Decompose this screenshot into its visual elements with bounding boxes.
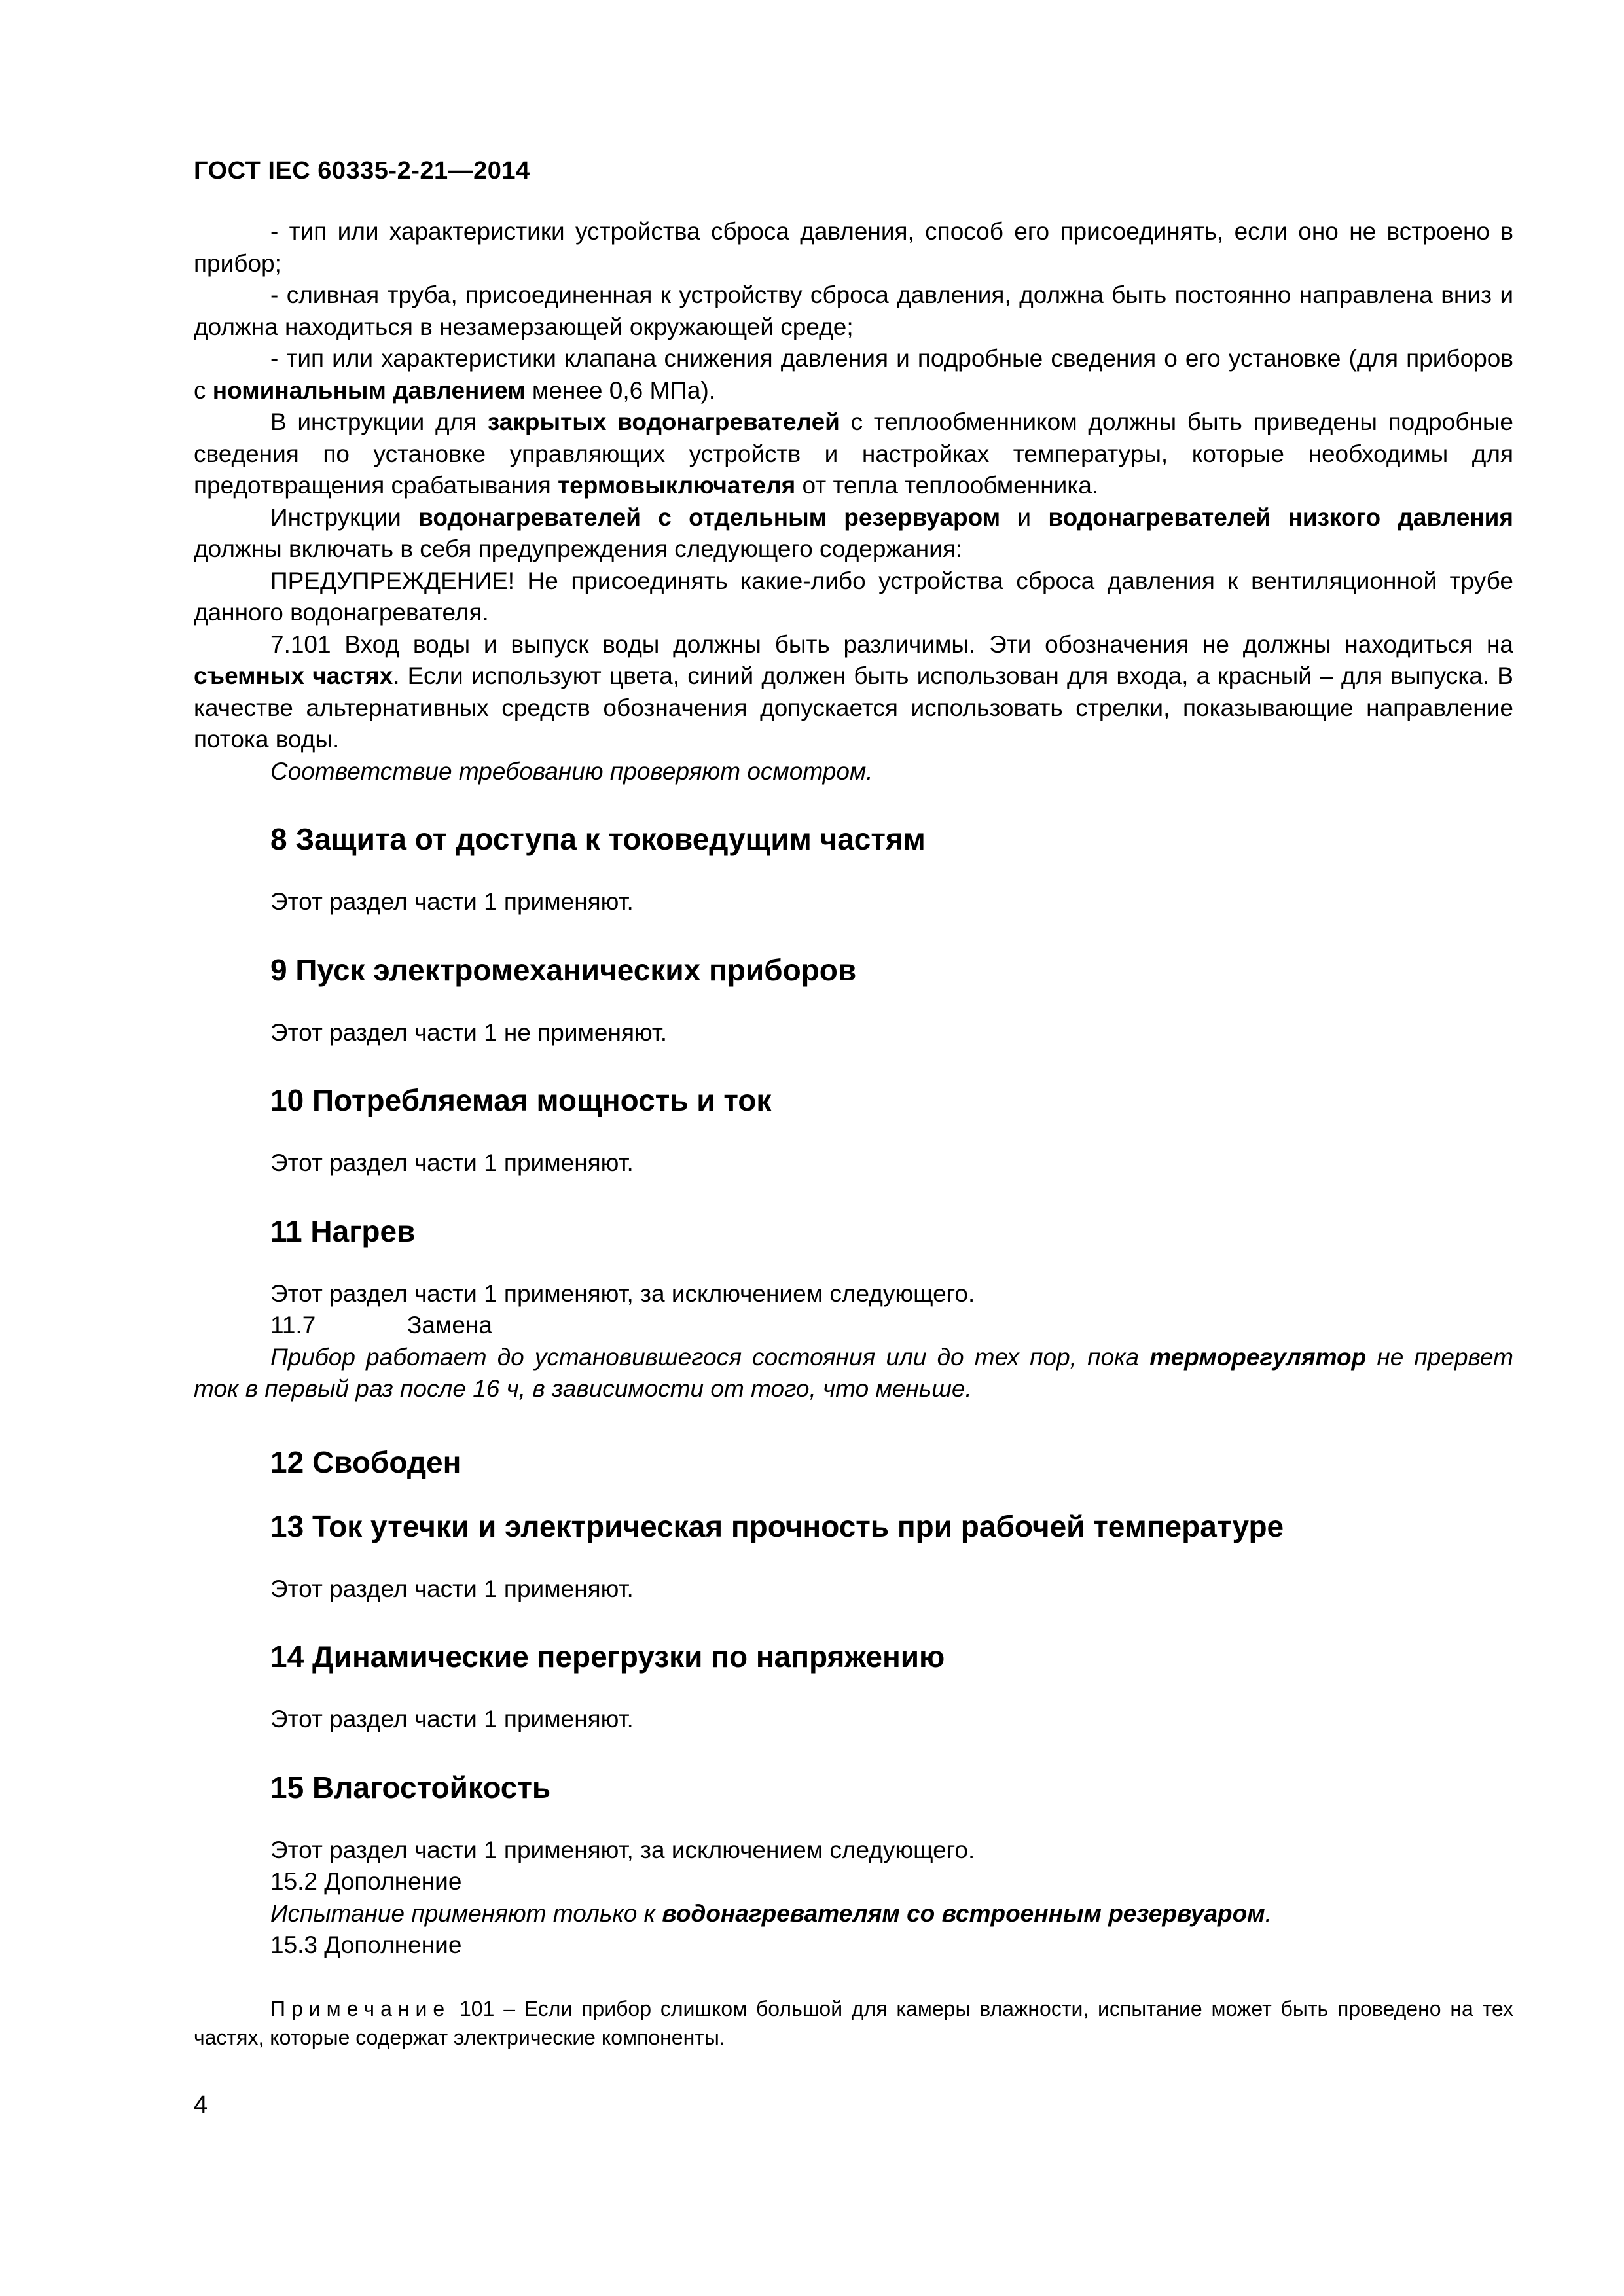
section-heading: 12 Свободен: [270, 1444, 461, 1479]
section-heading: 14 Динамические перегрузки по напряжению: [270, 1640, 945, 1674]
section-heading: 8 Защита от доступа к токоведущим частям: [270, 822, 926, 856]
section-12: [194, 1443, 1513, 1481]
text-run: от тепла теплообменника.: [795, 472, 1099, 499]
note-101: [194, 1994, 1513, 2052]
section-text: Этот раздел части 1 применяют.: [270, 888, 634, 915]
clause-11-7: [194, 1310, 1513, 1342]
term-bold: терморегулятор: [1149, 1343, 1367, 1371]
term-bold: водонагревателям со встроенным резервуаром: [662, 1899, 1265, 1927]
section-heading: 10 Потребляемая мощность и ток: [270, 1083, 772, 1117]
clause-text: [194, 1342, 1513, 1405]
text-run: В инструкции для: [270, 408, 488, 435]
term-bold: закрытых водонагревателей: [487, 408, 840, 435]
note-label: Примечание: [270, 1996, 451, 2020]
section-text: Этот раздел части 1 применяют, за исключением следующего.: [270, 1280, 975, 1307]
term-bold: водонагревателей с отдельным резервуаром: [418, 503, 1001, 531]
text-run: с теплообменником должны быть приведены подробные сведения по установке управляющих устройств и настройках температуры, которые необходимы для предотвращения срабатывания: [194, 408, 1513, 499]
term-bold: номинальным давлением: [212, 376, 526, 404]
section-heading: 9 Пуск электромеханических приборов: [270, 952, 857, 987]
clause-7-101: [194, 629, 1513, 756]
text-run: не прервет ток в первый раз после 16 ч, в зависимости от того, что меньше.: [194, 1343, 1513, 1402]
text-run: должны включать в себя предупреждения следующего содержания:: [194, 535, 963, 562]
text-run: Инструкции: [270, 503, 419, 531]
text-run: . Если используют цвета, синий должен быть использован для входа, а красный – для выпуска. В качестве альтернативных средств обозначения допускается использовать стрелки, показывающие направление потока воды.: [194, 662, 1513, 753]
section-text: Этот раздел части 1 применяют.: [270, 1149, 634, 1176]
page-number: 4: [194, 2091, 208, 2119]
section-text: Этот раздел части 1 применяют, за исключением следующего.: [270, 1836, 975, 1863]
clause-label: Замена: [407, 1312, 492, 1338]
clause-15-2: 15.2 Дополнение: [270, 1868, 462, 1895]
text-run: менее 0,6 МПа).: [525, 376, 716, 404]
section-13: [194, 1507, 1513, 1605]
clause-number: 11.7: [270, 1312, 316, 1338]
clause-text: [194, 1898, 1513, 1930]
text-run: .: [1265, 1899, 1272, 1927]
note-text: 101 – Если прибор слишком большой для камеры влажности, испытание может быть проведено на тех частях, которые содержат электрические компоненты.: [194, 1996, 1513, 2049]
section-text: Этот раздел части 1 не применяют.: [270, 1018, 668, 1046]
section-heading: 15 Влагостойкость: [270, 1770, 551, 1804]
text-run: 7.101 Вход воды и выпуск воды должны быть различимы. Эти обозначения не должны находиться на: [270, 630, 1513, 658]
text-run: и: [1000, 503, 1049, 531]
section-15: [194, 1768, 1513, 1962]
section-text: Этот раздел части 1 применяют.: [270, 1706, 634, 1732]
warning-paragraph: ПРЕДУПРЕЖДЕНИЕ! Не присоединять какие-либо устройства сброса давления к вентиляционной трубе данного водонагревателя.: [194, 567, 1513, 626]
paragraph: - сливная труба, присоединенная к устройству сброса давления, должна быть постоянно направлена вниз и должна находиться в незамерзающей окружающей среде;: [194, 281, 1513, 340]
section-11: [194, 1212, 1513, 1405]
section-14: [194, 1638, 1513, 1736]
term-bold: водонагревателей низкого давления: [1048, 503, 1514, 531]
text-run: - тип или характеристики клапана снижения давления и подробные сведения о его установке (для приборов с: [194, 345, 1513, 404]
paragraph: [194, 502, 1513, 565]
section-10: [194, 1081, 1513, 1179]
section-heading: 11 Нагрев: [270, 1213, 416, 1248]
section-heading: 13 Ток утечки и электрическая прочность при рабочей температуре: [270, 1509, 1284, 1543]
paragraph: [194, 406, 1513, 502]
section-8: [194, 820, 1513, 918]
term-bold: термовыключателя: [558, 472, 796, 499]
document-body: [194, 216, 1513, 2052]
term-bold: съемных частях: [194, 662, 393, 689]
paragraph: [194, 343, 1513, 406]
document-header: ГОСТ IEC 60335-2-21—2014: [194, 157, 530, 185]
section-9: [194, 951, 1513, 1049]
section-text: Этот раздел части 1 применяют.: [270, 1575, 634, 1602]
clause-15-3: 15.3 Дополнение: [270, 1931, 462, 1958]
text-run: Прибор работает до установившегося состояния или до тех пор, пока: [270, 1343, 1150, 1371]
text-run: Испытание применяют только к: [270, 1899, 662, 1927]
compliance-note: Соответствие требованию проверяют осмотром.: [270, 757, 873, 785]
paragraph: - тип или характеристики устройства сброса давления, способ его присоединять, если оно не встроено в прибор;: [194, 218, 1513, 277]
